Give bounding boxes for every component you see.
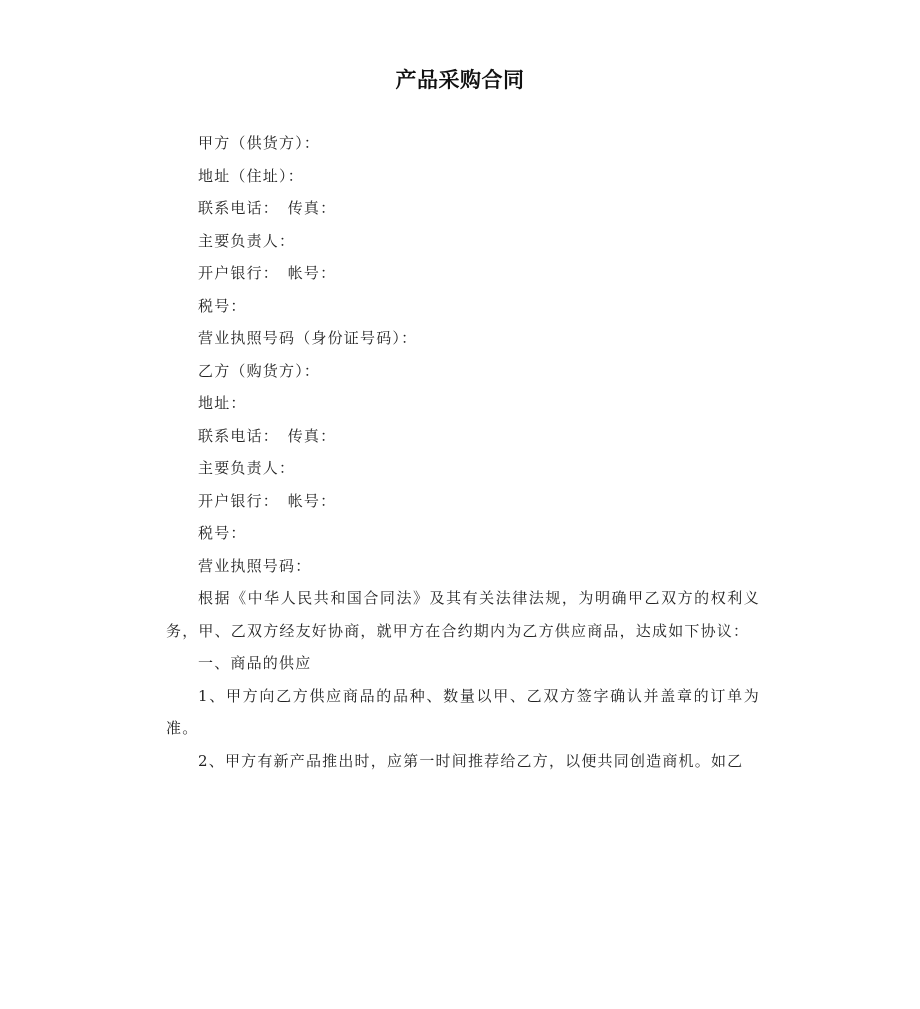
party-b-manager-label: 主要负责人： [198, 459, 296, 477]
party-a-address-label: 地址（住址）： [198, 166, 304, 185]
party-b-name-label: 乙方（购货方）： [198, 361, 321, 380]
party-a-bank-label: 开户银行： 帐号： [198, 264, 337, 282]
party-b-contact-label: 联系电话： 传真： [198, 426, 337, 445]
party-b-bank-label: 开户银行： 帐号： [198, 491, 337, 510]
party-a-contact-label: 联系电话： 传真： [198, 199, 337, 217]
party-a-name-label: 甲方（供货方）： [198, 134, 321, 152]
document-body [166, 127, 760, 777]
preamble-paragraph: 根据《中华人民共和国合同法》及其有关法律法规，为明确甲乙双方的权利义务，甲、乙双方经友好协商，就甲方在合约期内为乙方供应商品，达成如下协议： [166, 589, 760, 640]
section-heading: 一、商品的供应 [198, 654, 312, 672]
party-a-manager-label: 主要负责人： [198, 231, 296, 250]
party-a-license-label: 营业执照号码（身份证号码）： [198, 329, 418, 347]
party-a-tax-label: 税号： [198, 296, 247, 315]
clause-paragraph-truncated: 2、甲方有新产品推出时，应第一时间推荐给乙方，以便共同创造商机。如乙 [198, 751, 744, 770]
document-title: 产品采购合同 [395, 68, 525, 92]
party-b-license-label: 营业执照号码： [198, 556, 312, 575]
party-b-address-label: 地址： [198, 394, 247, 412]
party-b-tax-label: 税号： [198, 524, 247, 542]
clause-paragraph: 1、甲方向乙方供应商品的品种、数量以甲、乙双方签字确认并盖章的订单为准。 [166, 686, 760, 737]
